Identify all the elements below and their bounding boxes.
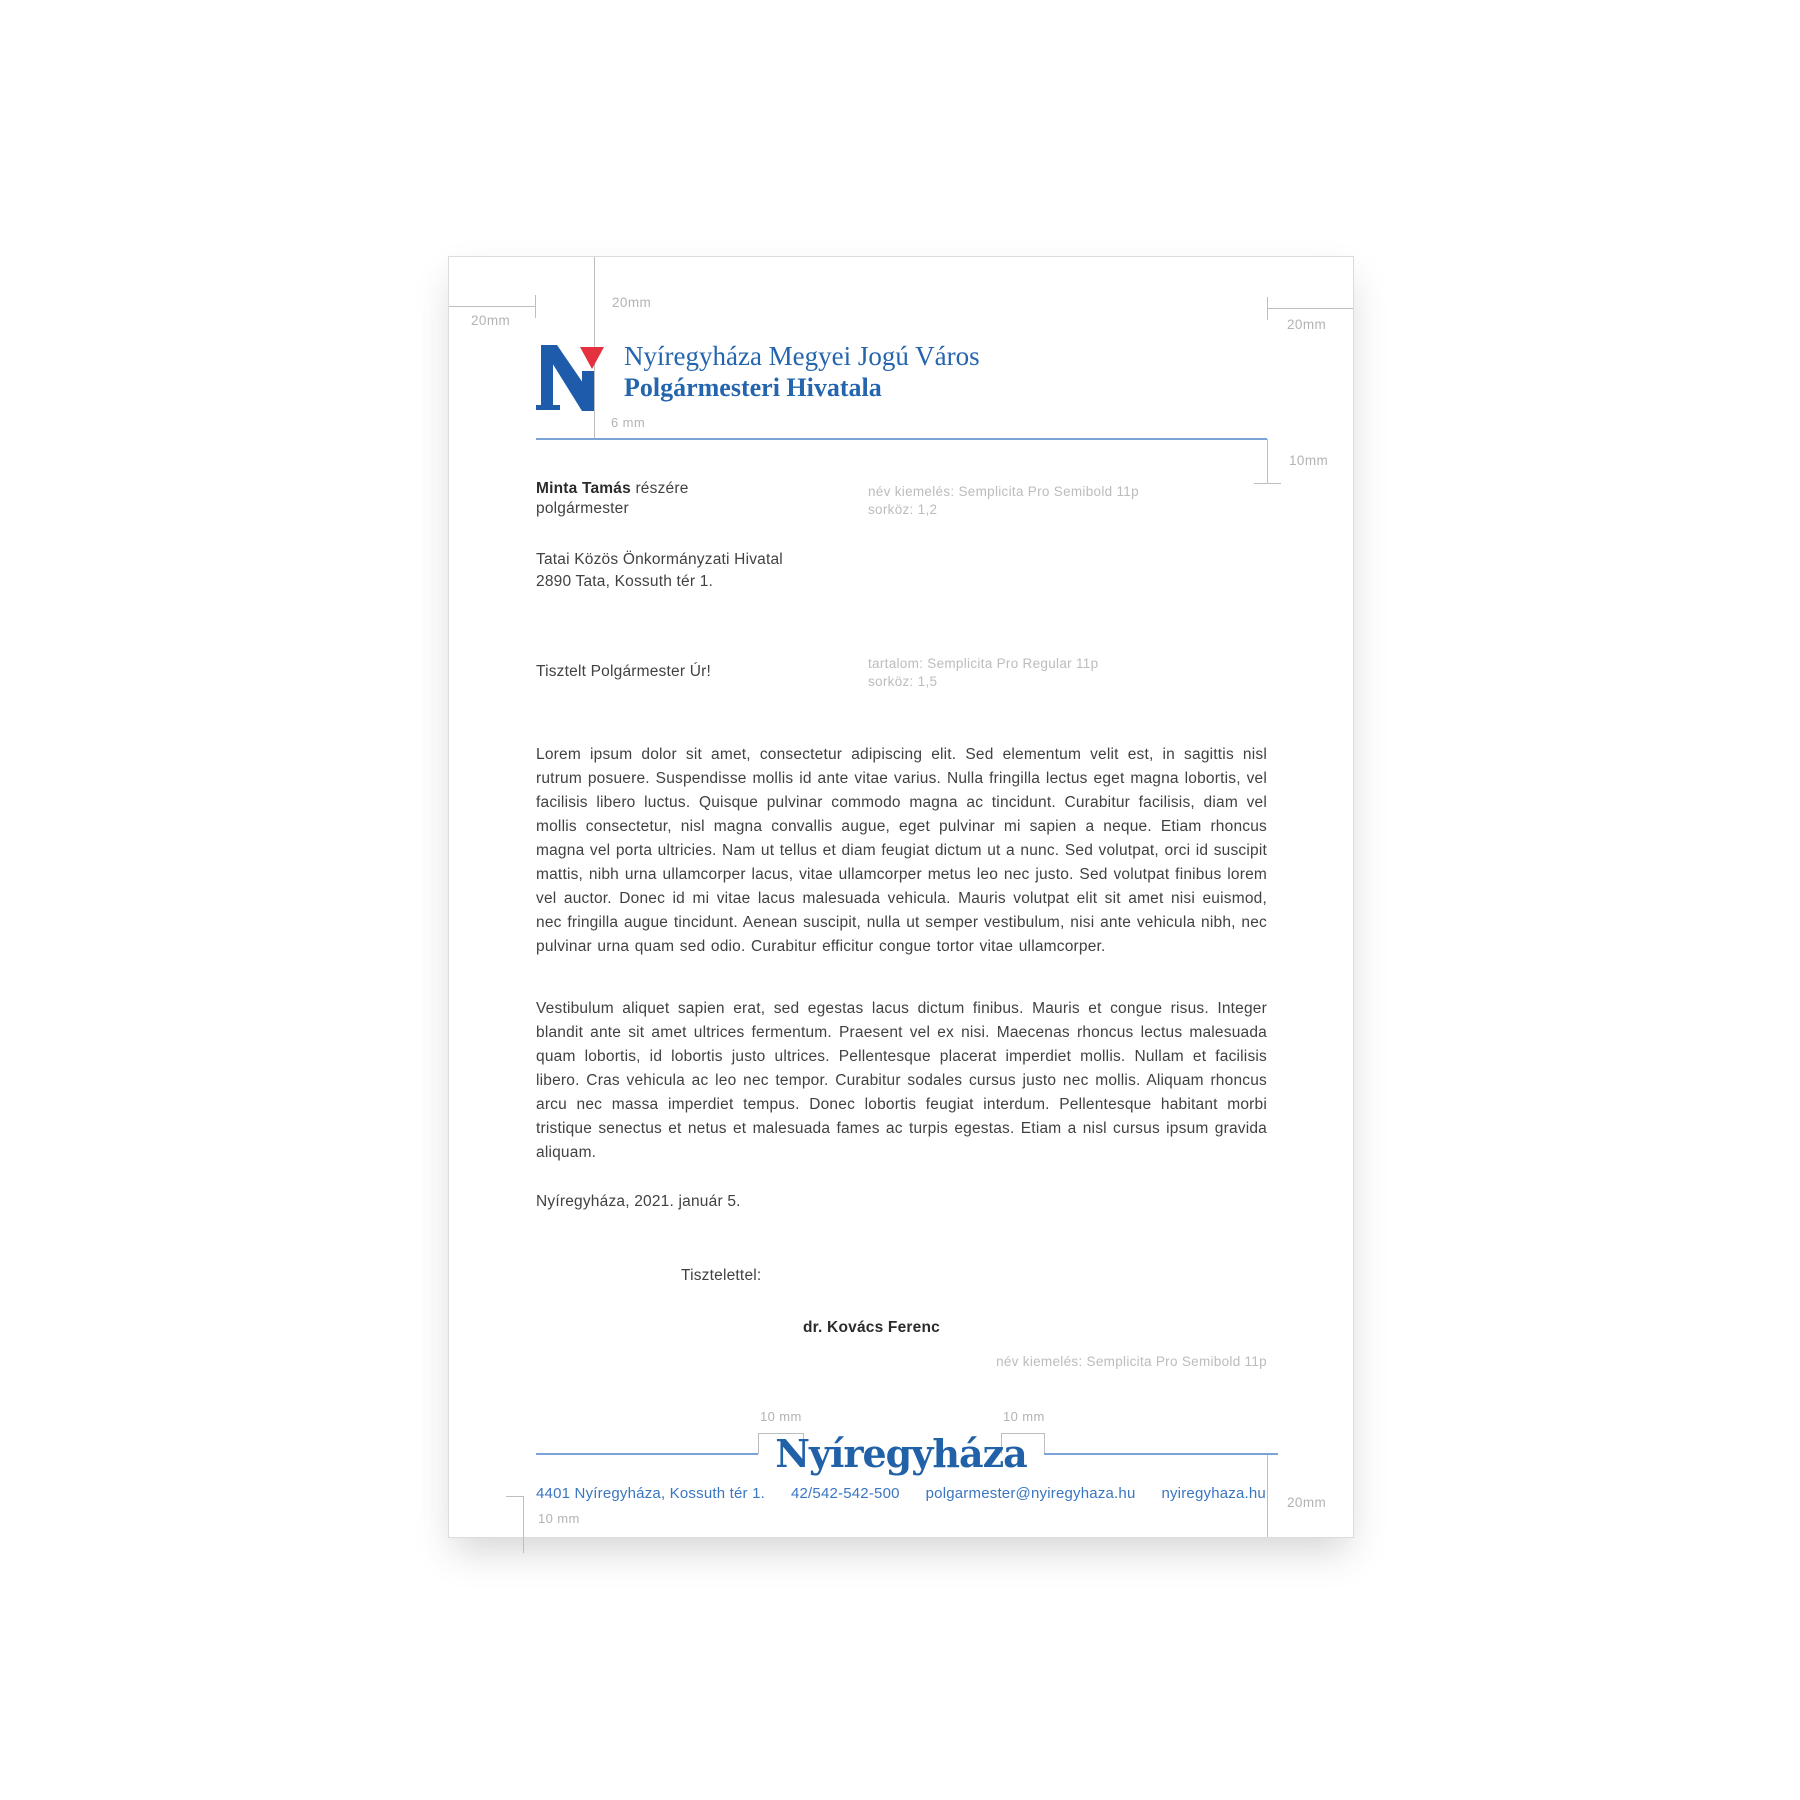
recipient-org-block <box>536 549 783 593</box>
letterhead-page <box>448 256 1354 1538</box>
measure-header-bottom-label: 10mm <box>1289 453 1329 468</box>
body-spec-line2: sorköz: 1,5 <box>868 674 938 689</box>
footer-website: nyiregyhaza.hu <box>1161 1485 1266 1502</box>
body-typography-spec <box>868 655 1098 691</box>
recipient-block <box>536 479 689 519</box>
footer-contacts <box>536 1485 1266 1502</box>
footer-address: 4401 Nyíregyháza, Kossuth tér 1. <box>536 1485 766 1502</box>
guide-header-bottom-vertical <box>1267 439 1268 483</box>
footer-phone: 42/542-542-500 <box>790 1485 900 1502</box>
recipient-name: Minta Tamás <box>536 480 631 497</box>
recipient-spec-line2: sorköz: 1,2 <box>868 502 938 517</box>
recipient-name-suffix: részére <box>630 480 689 497</box>
letter-paragraph-1: Lorem ipsum dolor sit amet, consectetur adipiscing elit. Sed elementum velit est, in sagittis nisl rutrum posuere. Suspendisse mollis id ante vitae varius. Nulla fringilla lectus eget magna lobortis, vel facilisis libero luctus. Quisque pulvinar commodo magna ac tincidunt. Curabitur facilisis, diam vel mollis consectetur, nisl magna convallis augue, eget pulvinar mi sapien a neque. Etiam rhoncus magna vel porta ultricies. Nam ut tellus et diam feugiat dictum ut a nunc. Sed volutpat, orci id suscipit mattis, nibh urna ullamcorper lacus, vitae ullamcorper metus leo nec justo. Sed volutpat finibus lorem vel auctor. Donec id mi vitae lacus malesuada vehicula. Mauris volutpat elit sit amet nisi euismod, nec fringilla augue tincidunt. Aenean suscipit, nulla ut semper vestibulum, nisi ante vehicula nibh, nec pulvinar urna quam sed odio. Curabitur efficitur congue tortor vitae ullamcorper. <box>536 746 1267 955</box>
recipient-name-line <box>536 479 689 499</box>
guide-bottom-left-vertical <box>523 1496 524 1553</box>
guide-top-right-line <box>1267 308 1353 309</box>
measure-logo-gap-label: 6 mm <box>611 415 646 430</box>
signer-name: dr. Kovács Ferenc <box>803 1319 940 1336</box>
recipient-title: polgármester <box>536 500 629 517</box>
measure-top-left-label: 20mm <box>471 313 511 328</box>
city-wordmark: Nyíregyháza <box>775 1431 1027 1476</box>
footer-email: polgarmester@nyiregyhaza.hu <box>925 1485 1136 1502</box>
recipient-spec-line1: név kiemelés: Semplicita Pro Semibold 11p <box>868 484 1139 499</box>
recipient-typography-spec <box>868 483 1139 519</box>
guide-header-bottom-tick <box>1254 483 1281 484</box>
recipient-address: 2890 Tata, Kossuth tér 1. <box>536 573 714 590</box>
org-name-line1: Nyíregyháza Megyei Jogú Város <box>624 341 980 371</box>
guide-bottom-left-tick <box>506 1496 523 1497</box>
signature-typography-spec: név kiemelés: Semplicita Pro Semibold 11p <box>996 1354 1267 1369</box>
measure-bottom-right-label: 20mm <box>1287 1495 1327 1510</box>
measure-top-right-label: 20mm <box>1287 317 1327 332</box>
dateline: Nyíregyháza, 2021. január 5. <box>536 1193 741 1210</box>
closing: Tisztelettel: <box>681 1267 762 1284</box>
logo-red-triangle-icon <box>580 347 604 369</box>
measure-footer-left-label: 10 mm <box>760 1409 802 1424</box>
guide-top-left-line <box>449 306 535 307</box>
measure-footer-right-label: 10 mm <box>1003 1409 1045 1424</box>
recipient-org: Tatai Közös Önkormányzati Hivatal <box>536 551 783 568</box>
salutation: Tisztelt Polgármester Úr! <box>536 663 711 680</box>
org-name-line2: Polgármesteri Hivatala <box>624 373 882 402</box>
measure-bottom-left-label: 10 mm <box>538 1511 580 1526</box>
guide-top-right-tick <box>1267 297 1268 320</box>
letter-paragraph-2: Vestibulum aliquet sapien erat, sed egestas lacus dictum finibus. Mauris et congue risus. Integer blandit ante sit amet ultrices fermentum. Praesent vel ex nisi. Maecenas rhoncus lectus malesuada quam lobortis, id lobortis justo ultrices. Pellentesque placerat imperdiet mollis. Nullam et facilisis libero. Cras vehicula ac leo nec tempor. Curabitur sodales cursus justo nec mollis. Aliquam rhoncus arcu nec massa imperdiet tempus. Donec lobortis feugiat interdum. Pellentesque habitant morbi tristique senectus et netus et malesuada fames ac turpis egestas. Etiam a nisl cursus ipsum gravida aliquam. <box>536 1000 1267 1161</box>
guide-top-left-tick <box>535 295 536 318</box>
header-rule <box>536 438 1267 440</box>
body-spec-line1: tartalom: Semplicita Pro Regular 11p <box>868 656 1099 671</box>
measure-top-center-label: 20mm <box>612 295 652 310</box>
city-n-logo <box>536 343 604 413</box>
